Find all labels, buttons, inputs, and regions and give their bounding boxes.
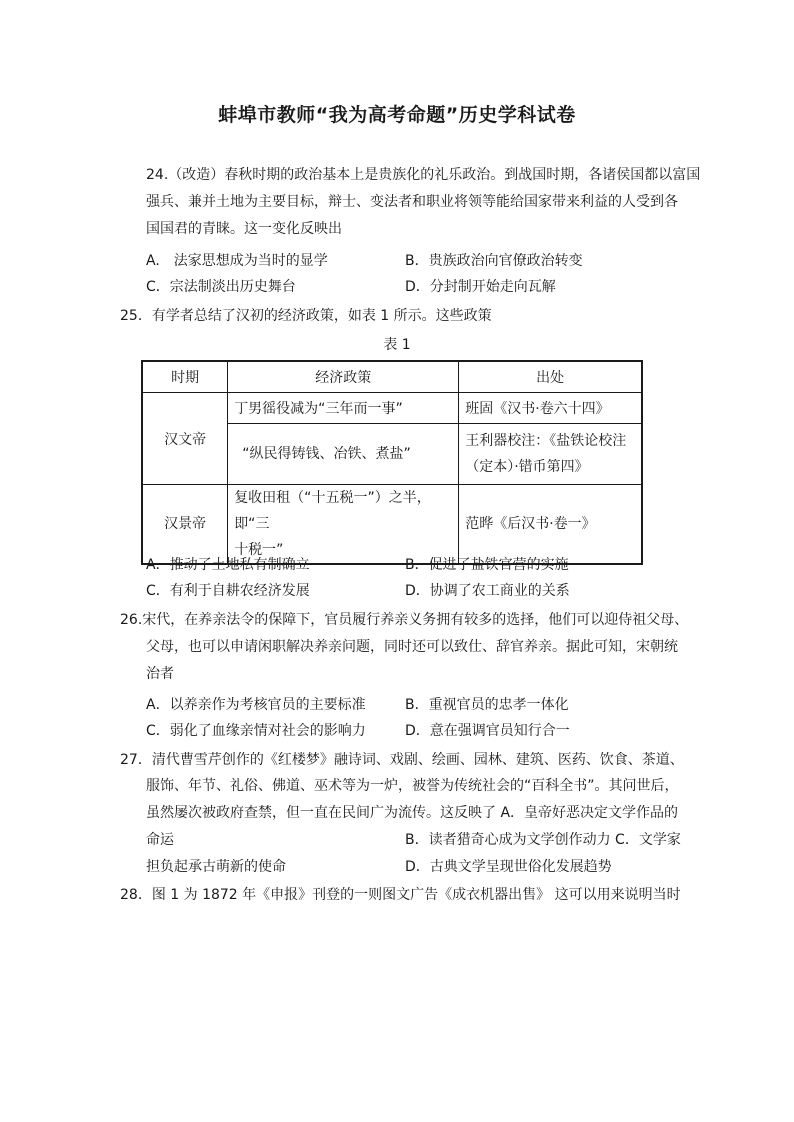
q24-line-3: 国国君的青睐。这一变化反映出	[146, 221, 342, 237]
q24-option-b: B．贵族政治向官僚政治转变	[405, 253, 583, 269]
q26-option-b: B．重视官员的忠孝一体化	[405, 697, 569, 713]
q27-line-2: 服饰、年节、礼俗、佛道、巫术等为一炉，被誉为传统社会的“百科全书”。其问世后，	[146, 778, 679, 794]
q24-option-a: A. 法家思想成为当时的显学	[146, 253, 328, 269]
table-cell-source-3: 范晔《后汉书·卷一》	[459, 485, 642, 565]
q25-option-b: B．促进了盐铁官营的实施	[405, 557, 569, 573]
table-cell-source-1: 班固《汉书·卷六十四》	[459, 393, 642, 424]
source-2-line-2: （定本）·错币第四》	[465, 459, 589, 475]
table-header-row	[142, 361, 642, 393]
q26-option-d: D．意在强调官员知行合一	[405, 723, 570, 739]
table-header-source: 出处	[459, 361, 642, 393]
q27-line-4-right: B．读者猎奇心成为文学创作动力 C．文学家	[405, 832, 681, 848]
q28-line-1: 28．图 1 为 1872 年《申报》刊登的一则图文广告《成衣机器出售》 这可以用来说明当时	[120, 887, 681, 903]
q25-line-1: 25．有学者总结了汉初的经济政策，如表 1 所示。这些政策	[120, 308, 492, 324]
q24-line-1: 24.（改造）春秋时期的政治基本上是贵族化的礼乐政治。到战国时期，各诸侯国都以富国	[146, 167, 701, 183]
table-cell-policy-3	[228, 485, 459, 565]
q24-option-d: D．分封制开始走向瓦解	[405, 279, 556, 295]
table-cell-policy-2: “纵民得铸钱、冶铁、煮盐”	[228, 424, 459, 485]
q27-line-4-left: 命运	[146, 832, 174, 848]
policy-table	[141, 360, 643, 565]
q26-option-a: A．以养亲作为考核官员的主要标准	[146, 697, 366, 713]
policy-3-line-2: 十税一”	[234, 542, 284, 558]
q25-option-a: A．推动了土地私有制确立	[146, 557, 310, 573]
page-title: 蚌埠市教师“我为高考命题”历史学科试卷	[218, 104, 576, 126]
q26-line-2: 父母，也可以申请闲职解决养亲问题，同时还可以致仕、辞官养亲。据此可知，宋朝统	[146, 639, 678, 655]
table-cell-period-jingdi: 汉景帝	[142, 485, 228, 565]
q26-option-c: C．弱化了血缘亲情对社会的影响力	[146, 723, 366, 739]
table-header-policy: 经济政策	[228, 361, 459, 393]
table-caption: 表 1	[383, 337, 411, 353]
source-2-line-1: 王利器校注：《盐铁论校注	[465, 433, 627, 449]
table-cell-policy-1: 丁男徭役减为“三年而一事”	[228, 393, 459, 424]
table-row	[142, 393, 642, 424]
q27-line-5-left: 担负起承古萌新的使命	[146, 859, 286, 875]
table-header-period: 时期	[142, 361, 228, 393]
table-row	[142, 485, 642, 565]
q27-line-3: 虽然屡次被政府查禁，但一直在民间广为流传。这反映了 A．皇帝好恶决定文学作品的	[146, 805, 679, 821]
q25-option-d: D．协调了农工商业的关系	[405, 583, 570, 599]
q27-line-5-right: D．古典文学呈现世俗化发展趋势	[405, 859, 612, 875]
policy-3-line-1: 复收田租（“十五税一”）之半，即“三	[234, 490, 431, 532]
q26-line-3: 治者	[146, 666, 174, 682]
q27-line-1: 27．清代曹雪芹创作的《红楼梦》融诗词、戏剧、绘画、园林、建筑、医药、饮食、茶道、	[120, 752, 684, 768]
q26-line-1: 26.宋代，在养亲法令的保障下，官员履行养亲义务拥有较多的选择，他们可以迎侍祖父母、	[120, 612, 689, 628]
q25-option-c: C．有利于自耕农经济发展	[146, 583, 310, 599]
q24-option-c: C．宗法制淡出历史舞台	[146, 279, 296, 295]
table-cell-source-2	[459, 424, 642, 485]
table-cell-period-wendi: 汉文帝	[142, 393, 228, 485]
q24-line-2: 强兵、兼并土地为主要目标，辩士、变法者和职业将领等能给国家带来利益的人受到各	[146, 194, 678, 210]
